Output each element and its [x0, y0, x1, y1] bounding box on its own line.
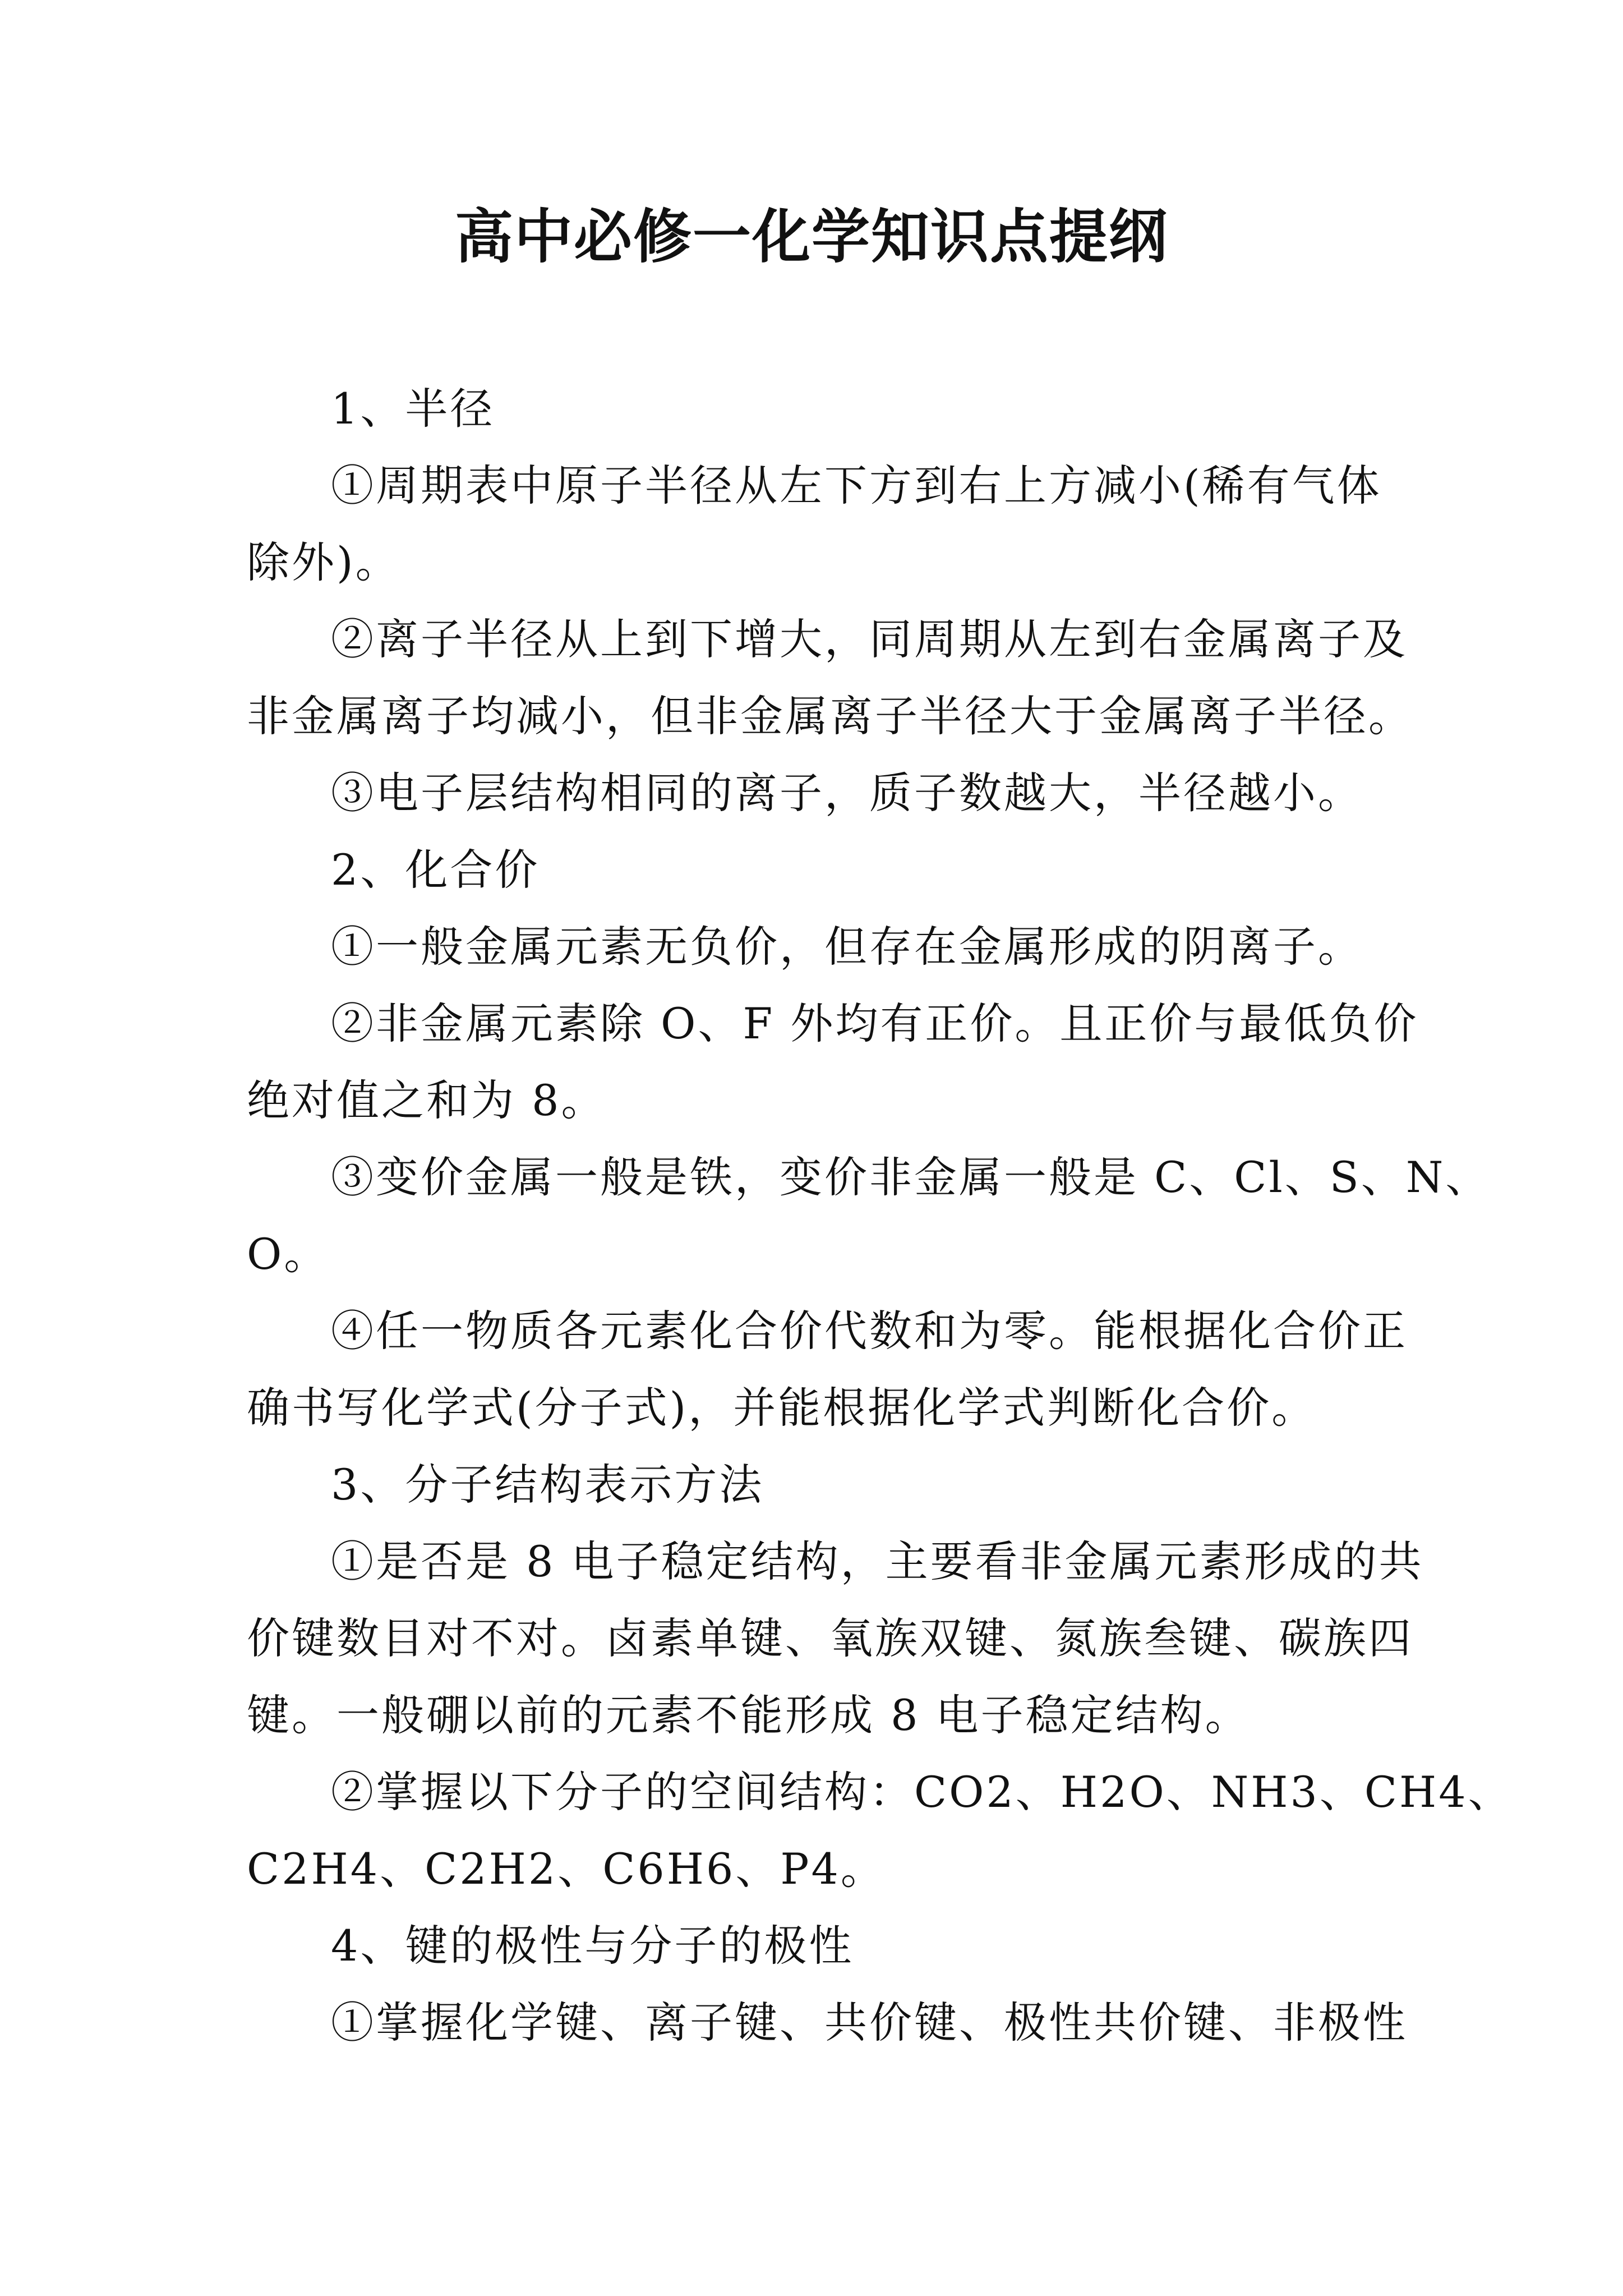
- paragraph-line: ①一般金属元素无负价，但存在金属形成的阴离子。: [331, 922, 1363, 972]
- paragraph-line: ③变价金属一般是铁，变价非金属一般是 C、Cl、S、N、: [331, 1152, 1491, 1202]
- section-heading-molecular-structure: 3、分子结构表示方法: [331, 1460, 764, 1510]
- document-title: 高中必修一化学知识点提纲: [454, 202, 1168, 271]
- paragraph-line: ③电子层结构相同的离子，质子数越大，半径越小。: [331, 768, 1363, 818]
- paragraph-line: 除外)。: [247, 537, 400, 587]
- document-body: [247, 370, 1513, 2061]
- paragraph-line: 键。一般硼以前的元素不能形成 8 电子稳定结构。: [247, 1690, 1250, 1740]
- paragraph-line: ①掌握化学键、离子键、共价键、极性共价键、非极性: [331, 1998, 1408, 2047]
- paragraph-line: ①周期表中原子半径从左下方到右上方减小(稀有气体: [331, 461, 1382, 510]
- paragraph-line: ②非金属元素除 O、F 外均有正价。且正价与最低负价: [331, 999, 1419, 1048]
- paragraph-line: 绝对值之和为 8。: [247, 1075, 606, 1125]
- paragraph-line: C2H4、C2H2、C6H6、P4。: [247, 1844, 886, 1894]
- paragraph-line: ②离子半径从上到下增大，同周期从左到右金属离子及: [331, 614, 1408, 664]
- paragraph-line: ①是否是 8 电子稳定结构，主要看非金属元素形成的共: [331, 1536, 1424, 1586]
- section-heading-radius: 1、半径: [331, 384, 495, 434]
- paragraph-line: 确书写化学式(分子式)，并能根据化学式判断化合价。: [247, 1383, 1317, 1433]
- paragraph-line: O。: [247, 1229, 329, 1279]
- paragraph-line: ②掌握以下分子的空间结构：CO2、H2O、NH3、CH4、: [331, 1767, 1513, 1817]
- paragraph-line: 非金属离子均减小，但非金属离子半径大于金属离子半径。: [247, 691, 1413, 741]
- section-heading-polarity: 4、键的极性与分子的极性: [331, 1921, 854, 1971]
- section-heading-valence: 2、化合价: [331, 845, 540, 895]
- paragraph-line: ④任一物质各元素化合价代数和为零。能根据化合价正: [331, 1306, 1408, 1356]
- paragraph-line: 价键数目对不对。卤素单键、氧族双键、氮族叁键、碳族四: [247, 1613, 1413, 1663]
